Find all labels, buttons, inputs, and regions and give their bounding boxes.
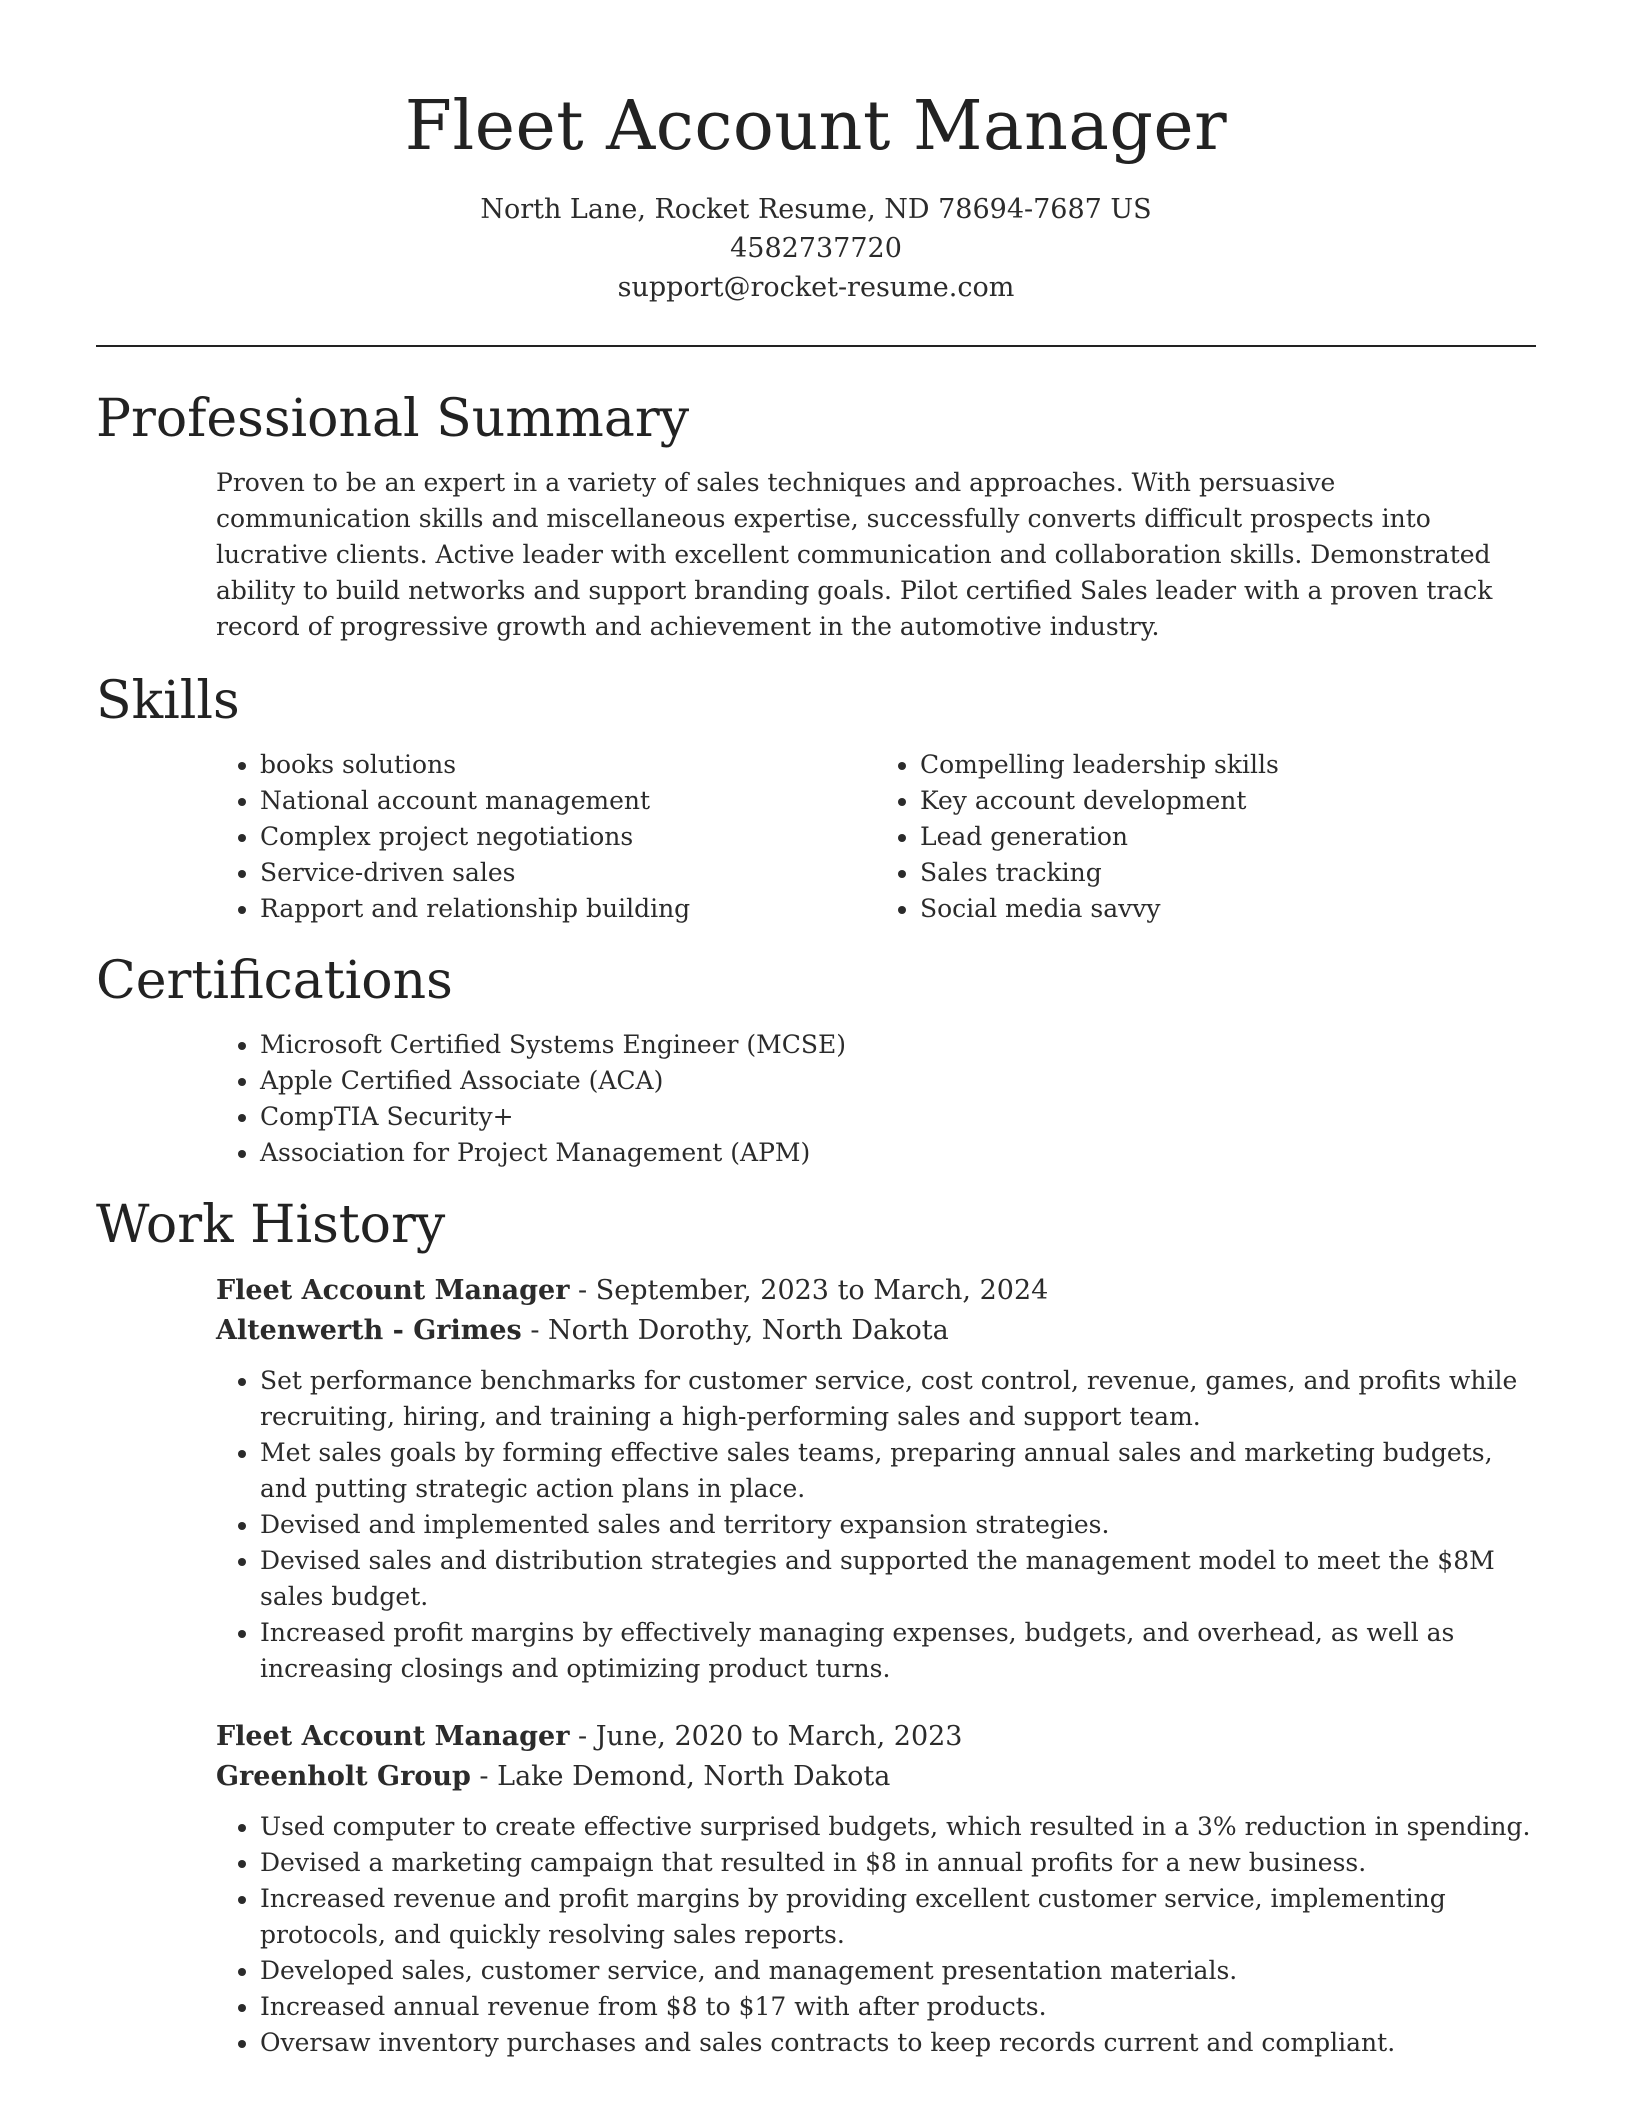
certification-item: • Microsoft Certified Systems Engineer (MCSE) — [260, 1027, 1536, 1063]
contact-email: support@rocket-resume.com — [617, 272, 1015, 303]
certifications-heading: Certifications — [96, 951, 453, 1011]
job-dates: September, 2023 to March, 2024 — [595, 1275, 1049, 1306]
skill-item: • Complex project negotiations — [260, 819, 876, 855]
job-bullet: • Oversaw inventory purchases and sales contracts to keep records current and compliant. — [260, 2025, 1536, 2061]
skill-item: • National account management — [260, 783, 876, 819]
job-bullet: • Developed sales, customer service, and management presentation materials. — [260, 1953, 1536, 1989]
skill-item: • Compelling leadership skills — [920, 747, 1536, 783]
job-bullet: • Increased revenue and profit margins by providing excellent customer service, implementing protocols, and quickly resolving sales reports. — [260, 1881, 1536, 1953]
job-bullet: • Set performance benchmarks for customer service, cost control, revenue, games, and profits while recruiting, hiring, and training a high-performing sales and support team. — [260, 1363, 1536, 1435]
skill-item: • Service-driven sales — [260, 855, 876, 891]
skill-item: • Rapport and relationship building — [260, 891, 876, 927]
skill-item: • books solutions — [260, 747, 876, 783]
certifications-list — [216, 1027, 1536, 1171]
job-role: Fleet Account Manager — [216, 1275, 570, 1306]
summary-section — [96, 387, 1536, 645]
certifications-section — [96, 949, 1536, 1171]
summary-heading: Professional Summary — [96, 389, 690, 449]
resume-header — [96, 0, 1536, 307]
job-role-line: Fleet Account Manager - June, 2020 to March, 2023 — [216, 1721, 963, 1752]
job-bullet: • Used computer to create effective surprised budgets, which resulted in a 3% reduction in spending. — [260, 1809, 1536, 1845]
job-bullets — [216, 1363, 1536, 1687]
skill-item: • Key account development — [920, 783, 1536, 819]
job-entry — [216, 1717, 1536, 2061]
job-location: North Dorothy, North Dakota — [548, 1315, 949, 1346]
job-entry — [216, 1271, 1536, 1687]
skills-list-left — [216, 747, 876, 927]
header-divider — [96, 345, 1536, 347]
skill-item: • Social media savvy — [920, 891, 1536, 927]
job-company: Altenwerth - Grimes — [216, 1315, 522, 1346]
certification-item: • Apple Certified Associate (ACA) — [260, 1063, 1536, 1099]
job-company: Greenholt Group — [216, 1761, 471, 1792]
work-history-heading: Work History — [96, 1195, 446, 1255]
job-bullet: • Increased profit margins by effectively managing expenses, budgets, and overhead, as well as increasing closings and optimizing product turns. — [260, 1615, 1536, 1687]
job-bullet: • Devised sales and distribution strategies and supported the management model to meet the $8M sales budget. — [260, 1543, 1536, 1615]
skills-section — [96, 669, 1536, 927]
skills-columns — [216, 747, 1536, 927]
job-location: Lake Demond, North Dakota — [497, 1761, 891, 1792]
summary-text: Proven to be an expert in a variety of sales techniques and approaches. With persuasive communication skills and miscellaneous expertise, successfully converts difficult prospects into lucrative clients. Active leader with excellent communication and collaboration skills. Demonstrated ability to build networks and support branding goals. Pilot certified Sales leader with a proven track record of progressive growth and achievement in the automotive industry. — [216, 468, 1493, 641]
job-company-line: Greenholt Group - Lake Demond, North Dakota — [216, 1761, 891, 1792]
job-bullet: • Increased annual revenue from $8 to $17 with after products. — [260, 1989, 1536, 2025]
job-bullet: • Devised and implemented sales and territory expansion strategies. — [260, 1507, 1536, 1543]
job-company-line: Altenwerth - Grimes - North Dorothy, North Dakota — [216, 1315, 949, 1346]
work-history-section — [96, 1193, 1536, 2061]
job-role-line: Fleet Account Manager - September, 2023 to March, 2024 — [216, 1275, 1049, 1306]
job-bullet: • Devised a marketing campaign that resulted in $8 in annual profits for a new business. — [260, 1845, 1536, 1881]
contact-phone: 4582737720 — [730, 233, 902, 264]
job-role: Fleet Account Manager — [216, 1721, 570, 1752]
skills-list-right — [876, 747, 1536, 927]
contact-block — [96, 190, 1536, 307]
certification-item: • Association for Project Management (APM) — [260, 1135, 1536, 1171]
skill-item: • Sales tracking — [920, 855, 1536, 891]
skills-heading: Skills — [96, 671, 240, 731]
contact-address: North Lane, Rocket Resume, ND 78694-7687 US — [480, 194, 1152, 225]
resume-name: Fleet Account Manager — [404, 87, 1228, 166]
job-bullet: • Met sales goals by forming effective sales teams, preparing annual sales and marketing budgets, and putting strategic action plans in place. — [260, 1435, 1536, 1507]
skill-item: • Lead generation — [920, 819, 1536, 855]
job-bullets — [216, 1809, 1536, 2061]
job-dates: June, 2020 to March, 2023 — [595, 1721, 963, 1752]
certification-item: • CompTIA Security+ — [260, 1099, 1536, 1135]
